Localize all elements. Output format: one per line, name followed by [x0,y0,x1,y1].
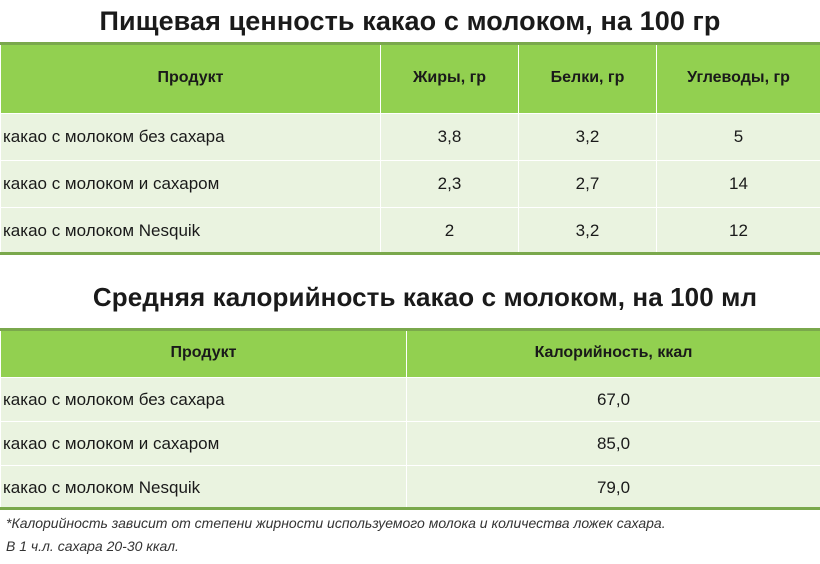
column-header-product: Продукт [1,43,381,114]
product-name-cell: какао с молоком и сахаром [1,422,407,466]
product-name-cell: какао с молоком без сахара [1,114,381,161]
product-name-cell: какао с молоком Nesquik [1,208,381,255]
table-row [1,208,820,255]
table-row [1,114,820,161]
calories-cell: 85,0 [407,422,820,466]
carbs-cell: 12 [657,208,820,255]
table-row [1,466,820,510]
column-header-calories: Калорийность, ккал [407,329,820,378]
calories-table-title: Средняя калорийность какао с молоком, на 100 мл [92,282,758,312]
carbs-cell: 5 [657,114,820,161]
calories-cell: 79,0 [407,466,820,510]
calories-table [0,328,820,510]
protein-cell: 3,2 [519,208,657,255]
footnote-sugar: В 1 ч.л. сахара 20-30 ккал. [6,538,179,554]
nutrition-table-title: Пищевая ценность какао с молоком, на 100 гр [99,6,721,36]
table-row [1,422,820,466]
column-header-protein: Белки, гр [519,43,657,114]
column-header-product: Продукт [1,329,407,378]
nutrition-table [0,42,820,255]
table-bottom-border [0,507,820,510]
table-top-border [0,42,820,45]
carbs-cell: 14 [657,161,820,208]
product-name-cell: какао с молоком и сахаром [1,161,381,208]
product-name-cell: какао с молоком без сахара [1,378,407,422]
protein-cell: 3,2 [519,114,657,161]
product-name-cell: какао с молоком Nesquik [1,466,407,510]
footnote-calories: *Калорийность зависит от степени жирности используемого молока и количества ложек сахара. [6,515,666,531]
table-header-row [1,329,820,378]
table-top-border [0,328,820,331]
table-bottom-border [0,252,820,255]
protein-cell: 2,7 [519,161,657,208]
column-header-carbs: Углеводы, гр [657,43,820,114]
fat-cell: 2,3 [381,161,519,208]
calories-cell: 67,0 [407,378,820,422]
table-row [1,378,820,422]
fat-cell: 2 [381,208,519,255]
table-row [1,161,820,208]
fat-cell: 3,8 [381,114,519,161]
table-header-row [1,43,820,114]
column-header-fat: Жиры, гр [381,43,519,114]
